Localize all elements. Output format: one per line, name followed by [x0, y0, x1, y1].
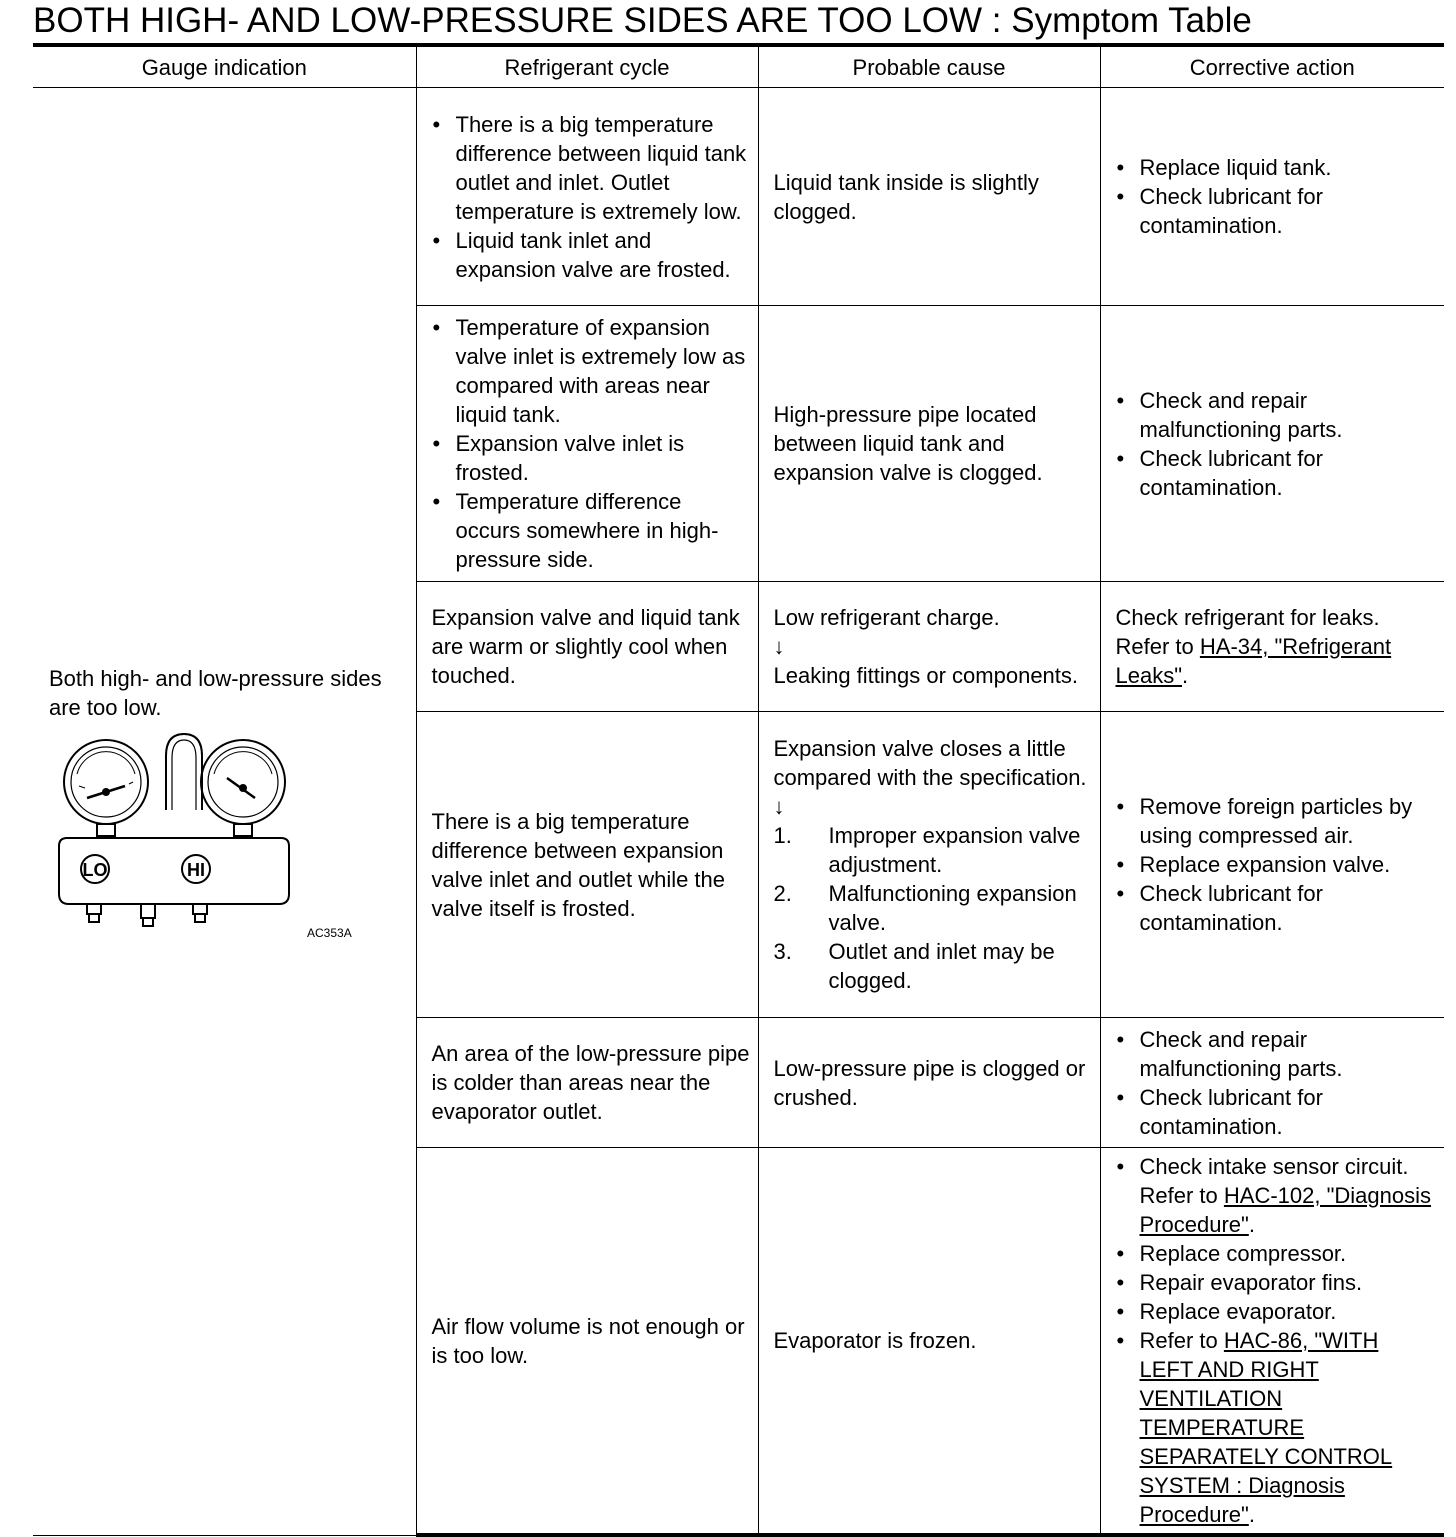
probable-cause-cell: Liquid tank inside is slightly clogged.	[758, 88, 1100, 306]
list-item: • Temperature of expansion valve inlet is extremely low as compared with areas near liquid tank.	[432, 313, 750, 429]
cause-text: Expansion valve closes a little compared with the specification.	[773, 736, 1087, 790]
table-row	[33, 88, 1444, 306]
list-item: • Check and repair malfunctioning parts.	[1116, 1025, 1437, 1083]
corrective-action-cell	[1100, 1018, 1444, 1148]
refrigerant-cycle-cell: An area of the low-pressure pipe is colder than areas near the evaporator outlet.	[416, 1018, 758, 1148]
probable-cause-cell: Low-pressure pipe is clogged or crushed.	[758, 1018, 1100, 1148]
list-item	[1116, 1326, 1437, 1529]
hi-label: HI	[187, 860, 205, 881]
probable-cause-cell	[758, 582, 1100, 712]
list-item: • There is a big temperature difference between liquid tank outlet and inlet. Outlet temperature is extremely low.	[432, 110, 750, 226]
list-item: • Check lubricant for contamination.	[1116, 1083, 1437, 1141]
list-item: • Replace compressor.	[1116, 1239, 1437, 1268]
probable-cause-cell	[758, 712, 1100, 1018]
down-arrow-icon: ↓	[773, 794, 785, 819]
reference-link[interactable]: HAC-86, "WITH LEFT AND RIGHT VENTILATION TEMPERATURE SEPARATELY CONTROL SYSTEM : Diagnosis Procedure"	[1139, 1328, 1393, 1527]
symptom-table	[33, 47, 1444, 1537]
reference-link[interactable]: HAC-102, "Diagnosis Procedure"	[1139, 1183, 1432, 1237]
list-item	[1116, 1152, 1437, 1239]
header-corrective-action: Corrective action	[1100, 47, 1444, 88]
action-text: Refer to	[1139, 1328, 1218, 1353]
action-text-end: .	[1182, 663, 1189, 688]
corrective-action-cell	[1100, 582, 1444, 712]
list-item: • Check and repair malfunctioning parts.	[1116, 386, 1437, 444]
cause-text: Low refrigerant charge.	[773, 605, 1000, 630]
list-item	[774, 821, 1092, 879]
list-number: 2.	[773, 881, 792, 906]
list-item-text: Improper expansion valve adjustment.	[828, 823, 1081, 877]
list-item: • Replace evaporator.	[1116, 1297, 1437, 1326]
header-refrigerant-cycle: Refrigerant cycle	[416, 47, 758, 88]
lo-label: LO	[82, 860, 108, 881]
refrigerant-cycle-cell: Air flow volume is not enough or is too low.	[416, 1148, 758, 1536]
cause-text: Leaking fittings or components.	[773, 663, 1079, 688]
corrective-action-cell	[1100, 88, 1444, 306]
probable-cause-cell: Evaporator is frozen.	[758, 1148, 1100, 1536]
list-item	[774, 937, 1092, 995]
action-text: Check refrigerant for leaks. Refer to	[1115, 605, 1380, 659]
list-item-text: Outlet and inlet may be clogged.	[828, 939, 1055, 993]
corrective-action-cell	[1100, 1148, 1444, 1536]
corrective-action-cell	[1100, 712, 1444, 1018]
page-title: BOTH HIGH- AND LOW-PRESSURE SIDES ARE TOO LOW : Symptom Table	[33, 1, 1252, 40]
gauge-indication-cell	[33, 88, 416, 1536]
list-item: • Expansion valve inlet is frosted.	[432, 429, 750, 487]
list-item: • Temperature difference occurs somewhere in high-pressure side.	[432, 487, 750, 574]
header-probable-cause: Probable cause	[758, 47, 1100, 88]
list-item	[774, 879, 1092, 937]
list-item: • Check lubricant for contamination.	[1116, 879, 1437, 937]
manifold-gauge-icon	[49, 726, 309, 958]
figure-code: AC353A	[307, 926, 352, 941]
list-item: • Repair evaporator fins.	[1116, 1268, 1437, 1297]
list-number: 3.	[773, 939, 792, 964]
action-text-end: .	[1248, 1502, 1255, 1527]
action-text-end: .	[1248, 1212, 1255, 1237]
probable-cause-cell: High-pressure pipe located between liquid tank and expansion valve is clogged.	[758, 306, 1100, 582]
list-number: 1.	[773, 823, 792, 848]
reference-link[interactable]: HA-34, "Refrigerant Leaks"	[1115, 634, 1392, 688]
header-row	[33, 47, 1444, 88]
list-item: • Remove foreign particles by using compressed air.	[1116, 792, 1437, 850]
refrigerant-cycle-cell	[416, 88, 758, 306]
list-item: • Check lubricant for contamination.	[1116, 182, 1437, 240]
corrective-action-cell	[1100, 306, 1444, 582]
list-item-text: Malfunctioning expansion valve.	[828, 881, 1077, 935]
refrigerant-cycle-cell: Expansion valve and liquid tank are warm or slightly cool when touched.	[416, 582, 758, 712]
list-item: • Check lubricant for contamination.	[1116, 444, 1437, 502]
refrigerant-cycle-cell	[416, 306, 758, 582]
down-arrow-icon: ↓	[773, 634, 785, 659]
action-text: Check intake sensor circuit. Refer to	[1139, 1154, 1409, 1208]
gauge-indication-text: Both high- and low-pressure sides are too low.	[49, 666, 382, 721]
refrigerant-cycle-cell: There is a big temperature difference between expansion valve inlet and outlet while the valve itself is frosted.	[416, 712, 758, 1018]
header-gauge-indication: Gauge indication	[33, 47, 416, 88]
list-item: • Liquid tank inlet and expansion valve are frosted.	[432, 226, 750, 284]
list-item: • Replace expansion valve.	[1116, 850, 1437, 879]
manifold-gauge-figure	[49, 726, 352, 958]
list-item: • Replace liquid tank.	[1116, 153, 1437, 182]
